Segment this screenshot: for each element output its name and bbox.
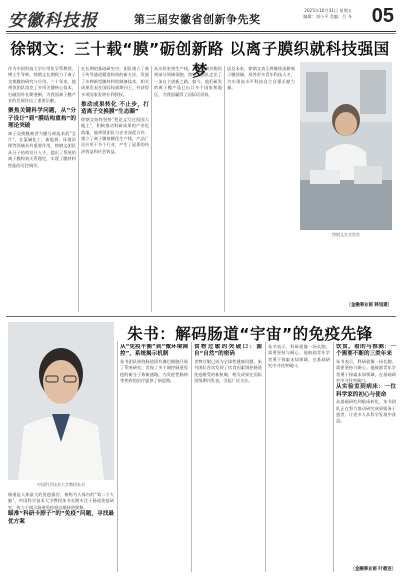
article2-credit: 〔金融事业部 叶惠连〕	[350, 567, 396, 572]
article2-photo	[8, 322, 114, 480]
page-header	[6, 4, 396, 32]
article2-photo-caption: 中国科学技术大学教授朱书	[37, 482, 85, 487]
article2-col3-body: 食物过敏已成为全球性健康问题。朱书团队首次发现了饮食因素调控肠道免疫耐受的新机制，相关成果在国际顶级期刊发表，引起广泛关注。	[194, 358, 262, 384]
article1-headline: 徐钢文：三十载“膜”砺创新路 以离子膜织就科技强国梦	[10, 40, 390, 80]
article2-col5-body: 朱书表示，科研就像一场长跑，需要坚持与耐心。他鼓励青年学者勇于探索未知领域，在基础研究中寻找突破口。	[336, 358, 396, 384]
article2-subhead-4: 饮食，看的与推测：一个需要不断的三类年来	[336, 344, 396, 358]
date-line	[303, 8, 352, 20]
article2-col3	[194, 344, 262, 572]
article2-col5	[336, 344, 396, 572]
article1-col4-body: 从实验室到生产线，从跟跑到并跑再到部分领域领跑，徐钢文团队走出了一条自主创新之路。如今，他们研发的离子膜产品已出口多个国家和地区，为我国赢得了国际话语权。	[154, 66, 222, 97]
article2-col1-body: 肠道是人体最大的免疫器官，被称为人体内的“第二个大脑”。中国科学技术大学教授朱书长期专注于肠道免疫研究，致力于揭示肠道免疫稳态维持的奥秘。	[8, 492, 114, 510]
article1-col4	[227, 66, 295, 312]
column-divider	[333, 342, 334, 572]
article-separator	[6, 316, 396, 317]
article1-col1-body: 离子交换膜被誉为膜分离技术的“芯片”，在氯碱化工、新能源、环境治理等领域具有重要作用。徐钢文团队从分子结构设计入手，提出了系统的离子膜构效关系理论，实现了膜材料性能的可控调节。	[8, 130, 76, 168]
date-line-2: 编辑：刘小平 美编：吕 冬	[303, 14, 352, 19]
header-rule-thin	[6, 33, 396, 34]
article2-subhead-5: 从实验室到病床：一位科学家的初心与使命	[336, 384, 396, 398]
article2-col4-body: 朱书表示，科研就像一场长跑，需要坚持与耐心。他鼓励青年学者勇于探索未知领域，在基础研究中寻找突破口。	[268, 344, 330, 369]
section-title: 第三届安徽省创新争先奖	[134, 13, 261, 26]
article1-subhead-2: 推动成果转化 不止步，打造离子交换膜“生态圈”	[81, 102, 149, 116]
article1-photo-caption: 徐钢文在实验室	[332, 232, 360, 237]
column-divider	[78, 66, 79, 312]
lab-photo-image	[300, 62, 392, 230]
article2-col2	[120, 344, 188, 572]
article1-col2	[81, 66, 149, 312]
article1-col3-body: 徐钢文始终坚持“把论文写在祖国大地上”，积极推动科研成果的产业化落地。他带领团队与企业深度合作，建立了离子膜规模化生产线，产品广泛应用于多个行业，产生了显著的经济效益和社会效益。	[81, 116, 149, 154]
column-divider	[191, 342, 192, 572]
article2-subhead-1: 瞄准“科研卡脖子”的“免疫”问题，寻找最优方案	[8, 511, 114, 525]
page-number: 05	[371, 5, 394, 27]
article1-col1	[8, 66, 76, 312]
article1-photo	[300, 62, 392, 230]
article2-subhead-2: 从“免疫平衡”到“微环境调控”，系统揭示机制	[120, 344, 188, 358]
column-divider	[224, 66, 225, 312]
portrait-image	[8, 322, 114, 480]
article2-subhead-3: 食物过敏的突破口：源自“自然”的密码	[194, 344, 262, 358]
article1-lead: 作为中国科技大学应用化学系教授、博士生导师，徐钢文长期致力于离子交换膜的研究与应用。三十年来，他带领团队攻克了多项关键核心技术，打破国外长期垄断，为我国离子膜产业的发展作出了重要贡献。	[8, 66, 76, 104]
article1-col3	[154, 66, 222, 312]
article2-col2-body: 朱书团队围绕肠道固有淋巴细胞开展了系统研究，发现了多个调控肠道免疫的新分子和新通路，为炎症性肠病等疾病的治疗提供了新思路。	[120, 358, 188, 384]
article1-subhead-1: 聚焦关键科学问题，从“分子设计”到“膜结构重构”的理论突破	[8, 108, 76, 130]
column-divider	[151, 66, 152, 312]
article1-col2-body: 在长期的基础研究中，团队建立了离子传导通道精准构筑的新方法，发展了多种新型膜材料的制备技术，相关成果发表在国际权威期刊上，并获得多项国家发明专利授权。	[81, 66, 149, 97]
article2-col1	[8, 492, 114, 574]
article2-headline: 朱书：解码肠道“宇宙”的免疫先锋	[127, 325, 373, 343]
column-divider	[117, 342, 118, 572]
article2-col4	[268, 344, 330, 572]
column-divider	[265, 342, 266, 572]
masthead: 安徽科技报	[8, 11, 98, 31]
date-line-1: 2025年10月31日 星期五	[304, 8, 352, 13]
article1-col5-body: 谈及未来，徐钢文表示将继续深耕离子膜领域，培养更多青年科技人才，为实现高水平科技自立自强贡献力量。	[227, 66, 295, 91]
article2-col5b-body: 从基础研究到临床转化，朱书团队正在努力推动研究成果服务于患者，让更多人从科学发现中获益。	[336, 399, 396, 424]
article1-credit: 〔金融事业部 韩旭建〕	[346, 303, 392, 308]
